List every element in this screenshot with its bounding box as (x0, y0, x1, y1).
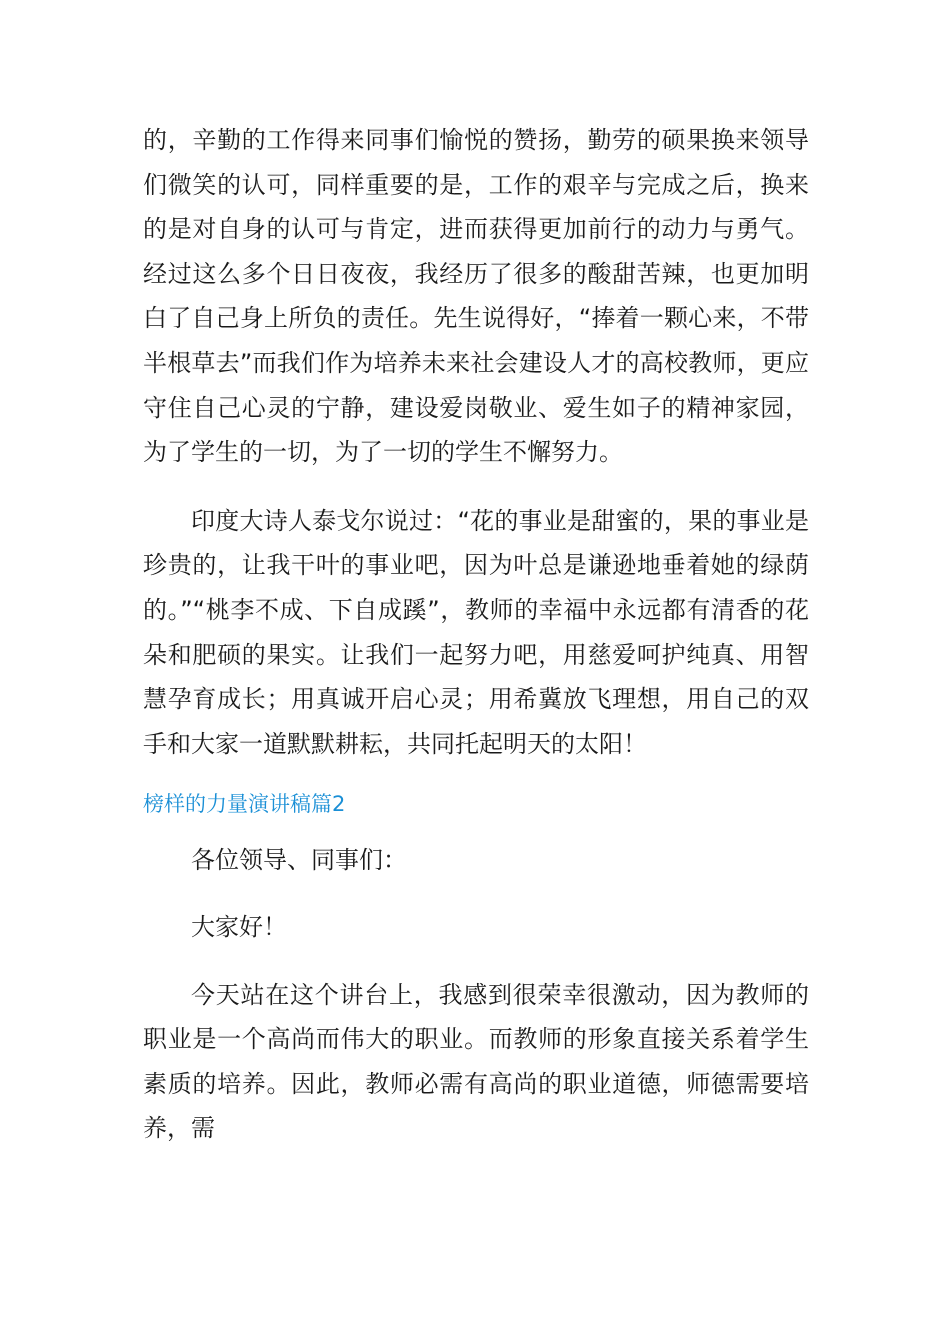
paragraph-greeting-address: 各位领导、同事们： (191, 846, 407, 875)
paragraph-speech-body: 今天站在这个讲台上，我感到很荣幸很激动，因为教师的职业是一个高尚而伟大的职业。而教师的形象直接关系着学生素质的培养。因此，教师必需有高尚的职业道德，师德需要培养，需 (143, 980, 809, 1143)
paragraph-tagore-quote: 印度大诗人泰戈尔说过：“花的事业是甜蜜的，果的事业是珍贵的，让我干叶的事业吧，因为叶总是谦逊地垂着她的绿荫的。”“桃李不成、下自成蹊”，教师的幸福中永远都有清香的花朵和肥硕的果实。让我们一起努力吧，用慈爱呵护纯真、用智慧孕育成长；用真诚开启心灵；用希冀放飞理想，用自己的双手和大家一道默默耕耘，共同托起明天的太阳！ (143, 506, 809, 758)
paragraph-greeting: 大家好！ (191, 912, 287, 941)
section-heading: 榜样的力量演讲稿篇2 (143, 792, 346, 817)
document-content (143, 118, 809, 1151)
paragraph-continued: 的，辛勤的工作得来同事们愉悦的赞扬，勤劳的硕果换来领导们微笑的认可，同样重要的是，工作的艰辛与完成之后，换来的是对自身的认可与肯定，进而获得更加前行的动力与勇气。经过这么多个日日夜夜，我经历了很多的酸甜苦辣，也更加明白了自己身上所负的责任。先生说得好，“捧着一颗心来，不带半根草去”而我们作为培养未来社会建设人才的高校教师，更应守住自己心灵的宁静，建设爱岗敬业、爱生如子的精神家园，为了学生的一切，为了一切的学生不懈努力。 (143, 126, 809, 467)
